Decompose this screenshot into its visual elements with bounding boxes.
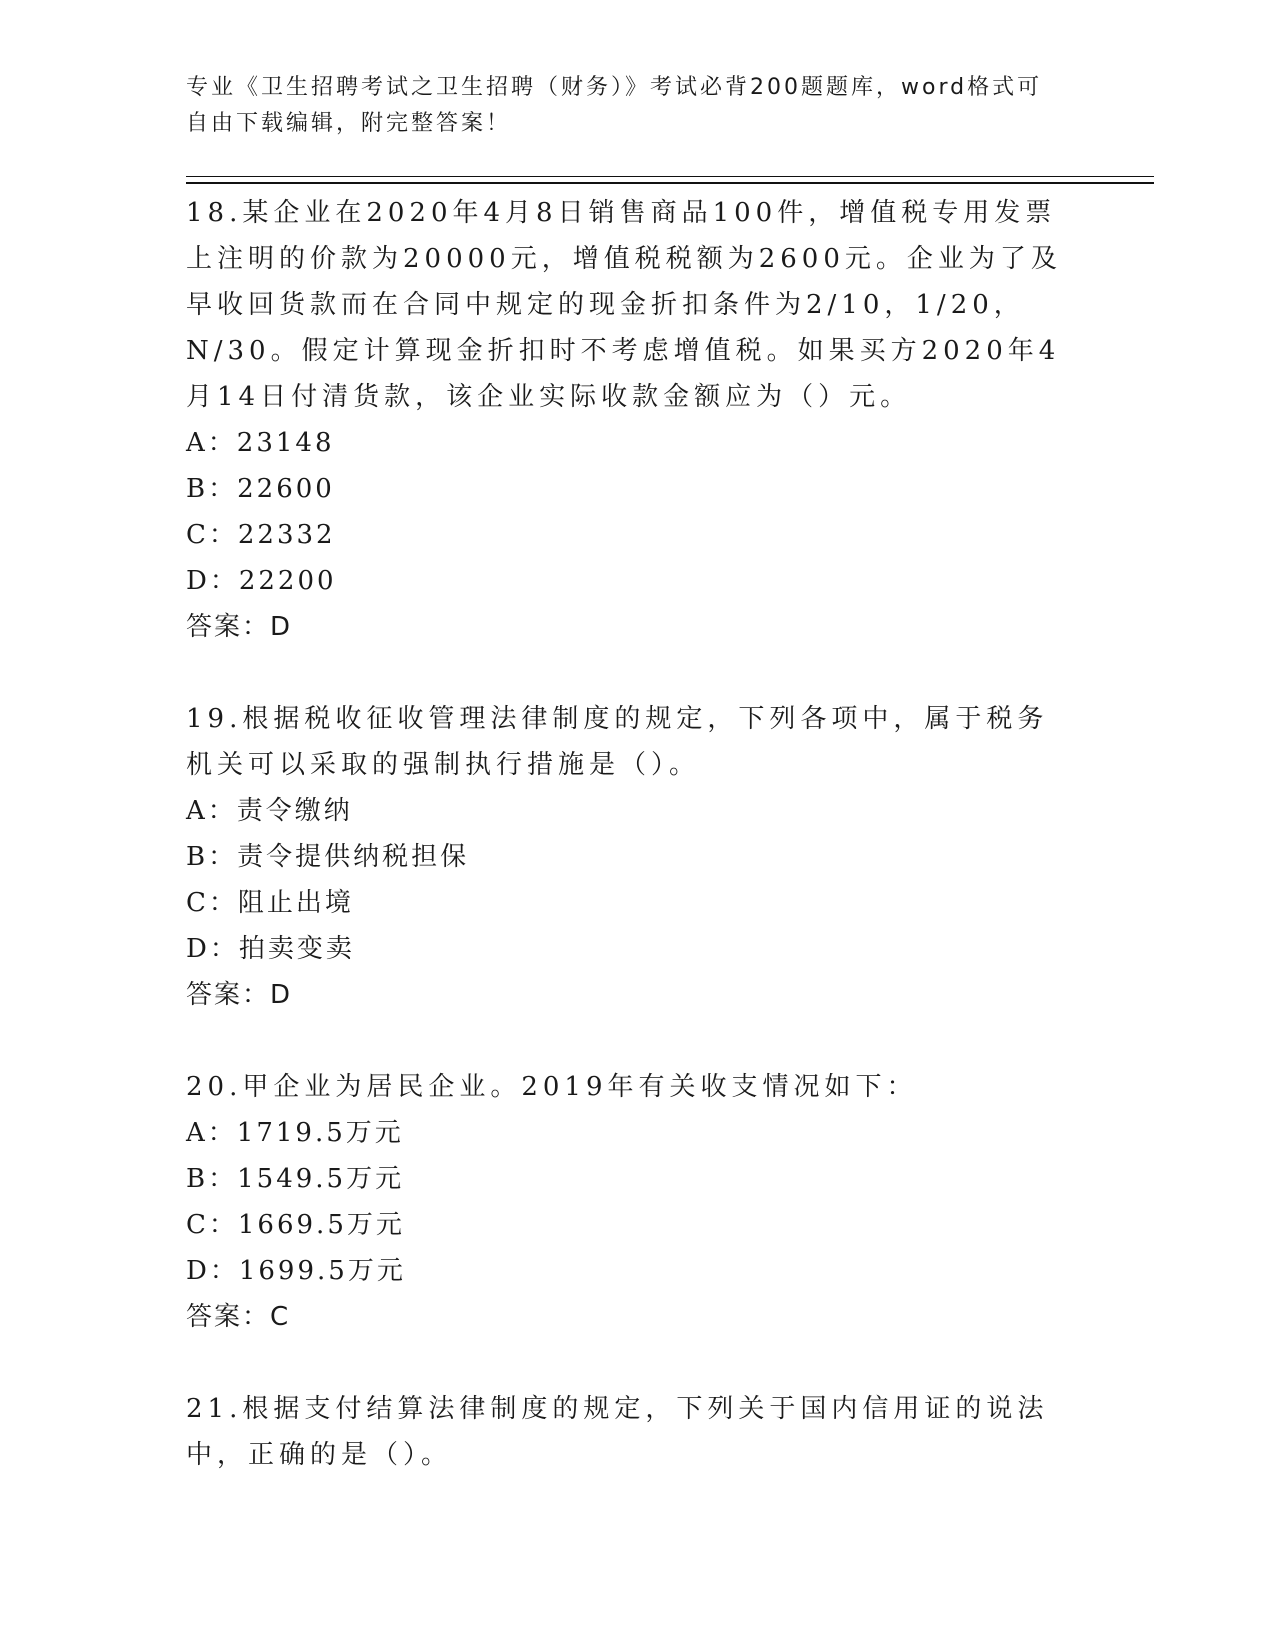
option-b: B：责令提供纳税担保 — [186, 842, 470, 872]
option-c: C：1669.5万元 — [186, 1210, 405, 1240]
option-d: D：1699.5万元 — [186, 1256, 406, 1286]
answer-label: 答案：D — [186, 612, 293, 642]
option-d: D：22200 — [186, 566, 337, 596]
question-21 — [186, 1386, 1066, 1478]
document-header — [186, 70, 1066, 142]
option-d: D：拍卖变卖 — [186, 934, 355, 964]
question-text: 18.某企业在2020年4月8日销售商品100件，增值税专用发票上注明的价款为20000元，增值税税额为2600元。企业为了及早收回货款而在合同中规定的现金折扣条件为2/10，1/20，N/30。假定计算现金折扣时不考虑增值税。如果买方2020年4月14日付清货款，该企业实际收款金额应为（）元。 — [186, 198, 1062, 412]
header-title: 专业《卫生招聘考试之卫生招聘（财务）》考试必背200题题库，word格式可自由下载编辑，附完整答案！ — [186, 75, 1043, 136]
option-a: A：23148 — [186, 428, 335, 458]
option-c: C：22332 — [186, 520, 336, 550]
option-c: C：阻止出境 — [186, 888, 354, 918]
header-divider-thick — [186, 182, 1154, 184]
header-divider-thin — [186, 176, 1154, 177]
question-18 — [186, 190, 1066, 650]
option-b: B：1549.5万元 — [186, 1164, 405, 1194]
question-text: 19.根据税收征收管理法律制度的规定，下列各项中，属于税务机关可以采取的强制执行措施是（）。 — [186, 704, 1049, 780]
option-a: A：责令缴纳 — [186, 796, 353, 826]
question-20 — [186, 1064, 1066, 1340]
question-list — [186, 190, 1066, 1478]
option-a: A：1719.5万元 — [186, 1118, 404, 1148]
answer-label: 答案：C — [186, 1302, 291, 1332]
question-text: 20.甲企业为居民企业。2019年有关收支情况如下： — [186, 1072, 918, 1102]
question-19 — [186, 696, 1066, 1018]
question-text: 21.根据支付结算法律制度的规定，下列关于国内信用证的说法中，正确的是（）。 — [186, 1394, 1049, 1470]
answer-label: 答案：D — [186, 980, 293, 1010]
option-b: B：22600 — [186, 474, 335, 504]
